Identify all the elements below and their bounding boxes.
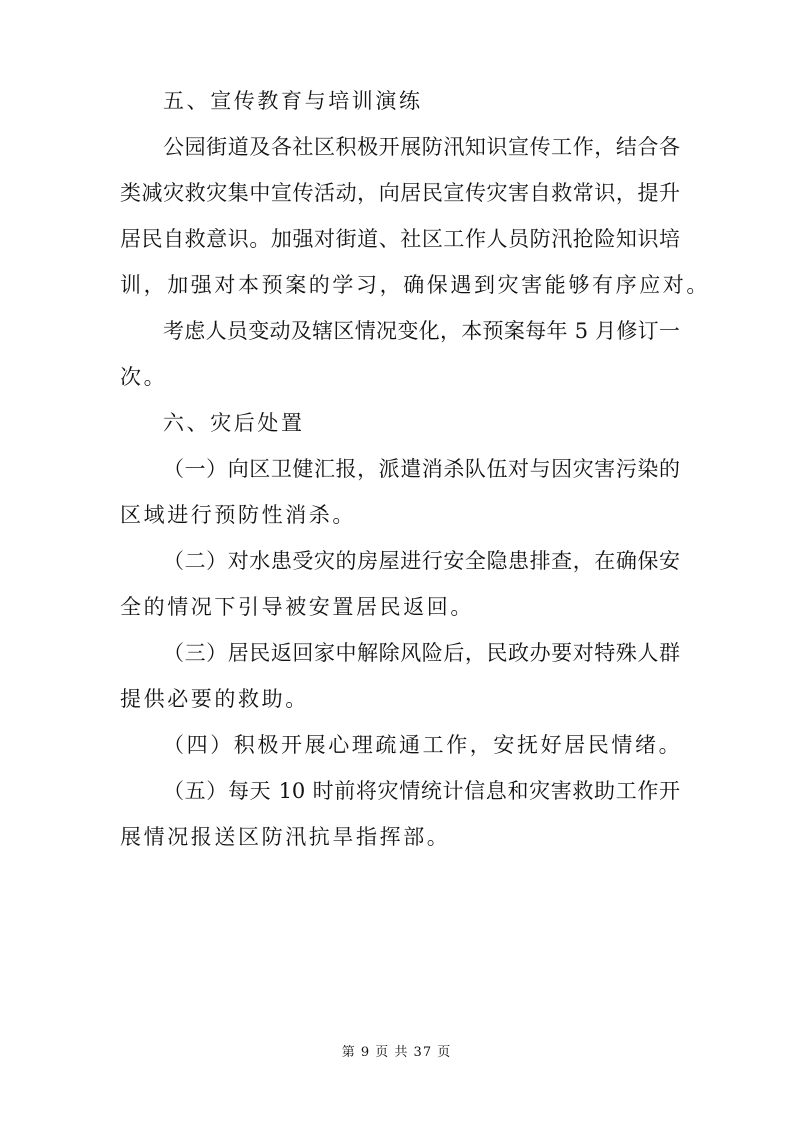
paragraph-line: 公园街道及各社区积极开展防汛知识宣传工作，结合各 bbox=[163, 135, 680, 159]
list-item-line: （五）每天 10 时前将灾情统计信息和灾害救助工作开 bbox=[163, 779, 680, 803]
list-item-line: 提供必要的救助。 bbox=[120, 687, 309, 711]
paragraph-line: 居民自救意识。加强对街道、社区工作人员防汛抢险知识培 bbox=[120, 227, 680, 251]
paragraph-line: 次。 bbox=[120, 365, 168, 389]
list-item-line: 展情况报送区防汛抗旱指挥部。 bbox=[120, 825, 451, 849]
paragraph-line: 类减灾救灾集中宣传活动，向居民宣传灾害自救常识，提升 bbox=[120, 181, 680, 205]
list-item-line: （二）对水患受灾的房屋进行安全隐患排查，在确保安 bbox=[163, 549, 680, 573]
page-footer: 第 9 页 共 37 页 bbox=[341, 1045, 452, 1060]
section-heading-5: 五、宣传教育与培训演练 bbox=[163, 89, 423, 113]
list-item-line: （四）积极开展心理疏通工作，安抚好居民情绪。 bbox=[163, 733, 683, 757]
paragraph-line: 训，加强对本预案的学习，确保遇到灾害能够有序应对。 bbox=[120, 273, 710, 297]
list-item-line: （一）向区卫健汇报，派遣消杀队伍对与因灾害污染的 bbox=[163, 457, 680, 481]
list-item-line: 全的情况下引导被安置居民返回。 bbox=[120, 595, 474, 619]
list-item-line: （三）居民返回家中解除风险后，民政办要对特殊人群 bbox=[163, 641, 680, 665]
paragraph-line: 考虑人员变动及辖区情况变化，本预案每年 5 月修订一 bbox=[163, 319, 680, 343]
list-item-line: 区域进行预防性消杀。 bbox=[120, 503, 356, 527]
section-heading-6: 六、灾后处置 bbox=[163, 411, 305, 435]
